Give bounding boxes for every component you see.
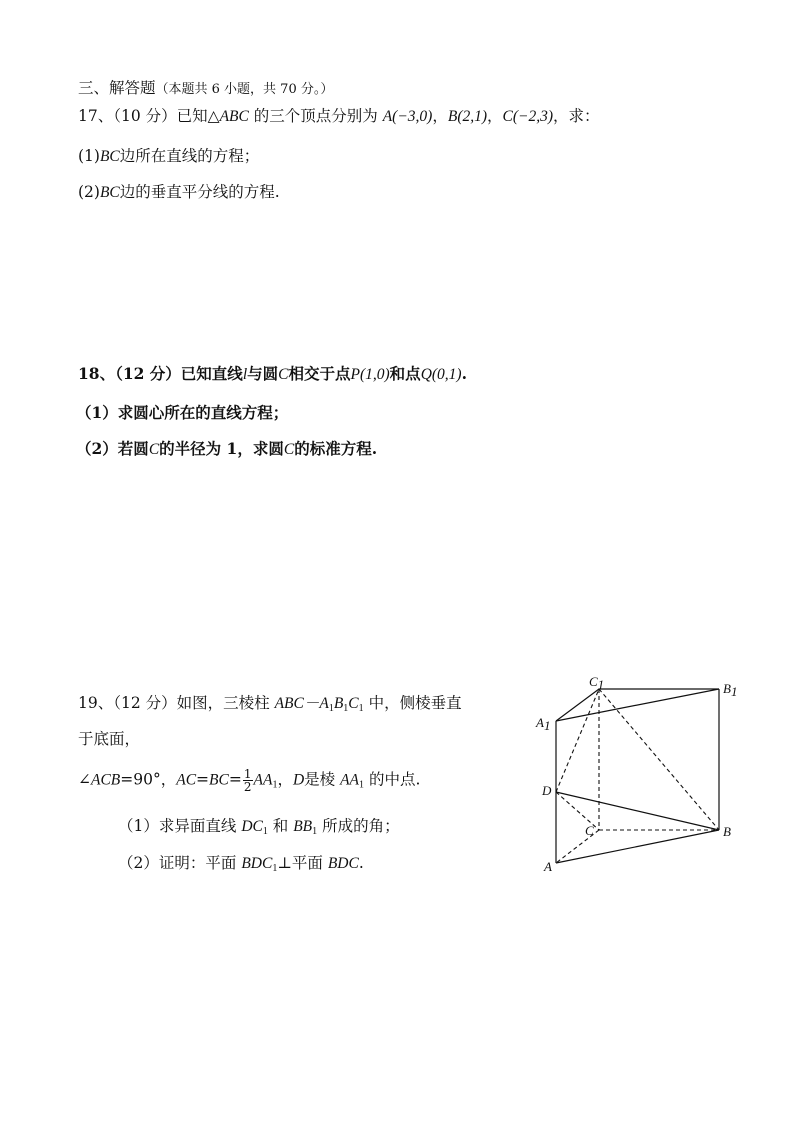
q19-prism-sub2: 1 [343, 703, 349, 714]
q17-score: （10 分） [113, 107, 177, 125]
edge-db [556, 792, 719, 830]
q19-eq3-sub: 1 [272, 779, 278, 791]
q18-stem4: 和点 [389, 364, 421, 383]
q18-stem2: 与圆 [247, 364, 279, 383]
q19-part1-v1-sub: 1 [262, 826, 268, 837]
q17-sep2: ， [487, 107, 503, 125]
q19-stem1: 如图，三棱柱 [176, 694, 275, 712]
q18-point-p: P(1,0) [350, 366, 390, 383]
q19-part2 [118, 853, 364, 879]
q17-stem-prefix: 已知△ [176, 107, 220, 125]
q19-prism-b: B [333, 695, 344, 712]
q19-part2-v2: BDC [327, 855, 359, 872]
q19-comma: ， [277, 770, 293, 789]
q18-part2-num: （2） [76, 439, 118, 458]
q18-part1 [76, 403, 288, 423]
label-a: A [544, 859, 552, 874]
q19-prism: ABC－A [274, 695, 329, 712]
q18-var-l: l [242, 366, 248, 383]
q19-part1-v1: DC [241, 818, 263, 835]
q18-var-c: C [278, 366, 289, 383]
q18-part2-c: 的标准方程. [294, 439, 378, 458]
q19-prism-c: C [348, 695, 359, 712]
q18-part2-var2: C [283, 441, 295, 458]
label-b: B [723, 824, 731, 839]
q19-part2-num: （2） [118, 854, 159, 872]
edge-a1b1 [556, 689, 719, 721]
q17-stem [78, 106, 600, 127]
label-c1-sub: 1 [597, 677, 605, 692]
q17-point-c: C(−2,3) [502, 108, 554, 125]
label-b1 [723, 681, 737, 699]
q19-part2-v1-sub: 1 [272, 863, 278, 874]
q18-stem1: 已知直线 [180, 364, 243, 383]
q17-part1-text: 边所在直线的方程； [119, 147, 260, 165]
label-b1-letter: B [723, 681, 731, 696]
q19-stem-line1 [78, 693, 462, 719]
q17-part2 [78, 182, 280, 203]
q19-edge: AA [340, 771, 360, 789]
q19-part2-v1: BDC [241, 855, 273, 872]
q19-number: 19、 [78, 694, 114, 712]
q19-prism-sub1: 1 [328, 703, 334, 714]
q17-sep1: ， [432, 107, 448, 125]
q17-stem-mid: 的三个顶点分别为 [248, 107, 383, 125]
label-b1-sub: 1 [730, 684, 738, 699]
q18-stem-end: . [461, 364, 467, 383]
q18-part2-b: 的半径为 1，求圆 [159, 439, 284, 458]
q17-triangle: ABC [219, 108, 249, 125]
section-header [78, 78, 333, 100]
label-c: C [585, 823, 594, 838]
q19-part1-b: 和 [267, 817, 294, 835]
label-c1 [589, 674, 604, 692]
q17-part2-text: 边的垂直平分线的方程. [119, 183, 280, 201]
q18-score: （12 分） [115, 364, 181, 383]
prism-figure [530, 665, 760, 880]
q19-angle: ∠ACB [78, 771, 121, 789]
q19-var-d: D [292, 771, 305, 789]
q18-part2 [76, 439, 377, 460]
q17-part1-var: BC [99, 148, 120, 165]
q19-eq1: AC [176, 771, 197, 789]
q18-part1-num: （1） [76, 403, 118, 422]
label-c1-letter: C [589, 674, 598, 689]
q18-part1-text: 求圆心所在的直线方程； [117, 403, 289, 422]
q19-part1-v2-sub: 1 [312, 826, 318, 837]
q19-stem-line2 [78, 729, 140, 749]
q19-angle-val: =90°， [120, 770, 177, 789]
q19-eq-sign2: = [228, 770, 242, 789]
q19-part2-c: . [358, 854, 364, 872]
q18-part2-a: 若圆 [117, 439, 149, 458]
q17-part2-num: (2) [78, 183, 100, 201]
q19-stem-line3 [78, 768, 420, 796]
q19-stem4: 是棱 [304, 770, 341, 789]
q19-stem5: 的中点. [364, 770, 421, 789]
q19-fraction [243, 768, 253, 793]
q18-stem3: 相交于点 [288, 364, 351, 383]
q19-part2-a: 证明：平面 [158, 854, 242, 872]
label-a1-letter: A [536, 715, 544, 730]
q17-number: 17、 [78, 107, 114, 125]
q19-eq3: AA [253, 771, 273, 789]
q17-part1 [78, 146, 259, 167]
q19-part1 [118, 816, 400, 842]
q19-part1-a: 求异面直线 [158, 817, 242, 835]
q17-part2-var: BC [99, 184, 120, 201]
q19-part2-b: ⊥平面 [277, 854, 328, 872]
q19-stem2: 中，侧棱垂直 [363, 694, 462, 712]
q17-point-b: B(2,1) [447, 108, 488, 125]
section-title: 三、解答题 [78, 79, 156, 97]
q18-point-q: Q(0,1) [420, 366, 462, 383]
q19-eq-sign1: = [196, 770, 210, 789]
q17-point-a: A(−3,0) [382, 108, 433, 125]
q19-edge-sub: 1 [359, 779, 365, 791]
q18-number: 18、 [78, 364, 116, 383]
label-a1 [535, 715, 550, 733]
q19-part1-c: 所成的角； [317, 817, 400, 835]
label-d: D [542, 783, 552, 798]
label-a1-sub: 1 [543, 718, 551, 733]
q18-part2-var1: C [148, 441, 160, 458]
q19-frac-den: 2 [243, 780, 252, 794]
q18-stem [78, 364, 467, 385]
q19-prism-sub3: 1 [358, 703, 364, 714]
q17-part1-num: (1) [78, 147, 100, 165]
q17-stem-end: ，求： [553, 107, 600, 125]
q19-part1-v2: BB [293, 818, 313, 835]
edge-c1b [599, 689, 719, 830]
q19-score: （12 分） [113, 694, 177, 712]
q19-eq2: BC [209, 771, 229, 789]
q19-part1-num: （1） [118, 817, 159, 835]
q19-frac-num: 1 [243, 767, 252, 781]
edge-ab [556, 830, 719, 863]
q19-stem3: 于底面， [78, 730, 141, 748]
section-note: （本题共 6 小题，共 70 分。） [155, 82, 334, 97]
